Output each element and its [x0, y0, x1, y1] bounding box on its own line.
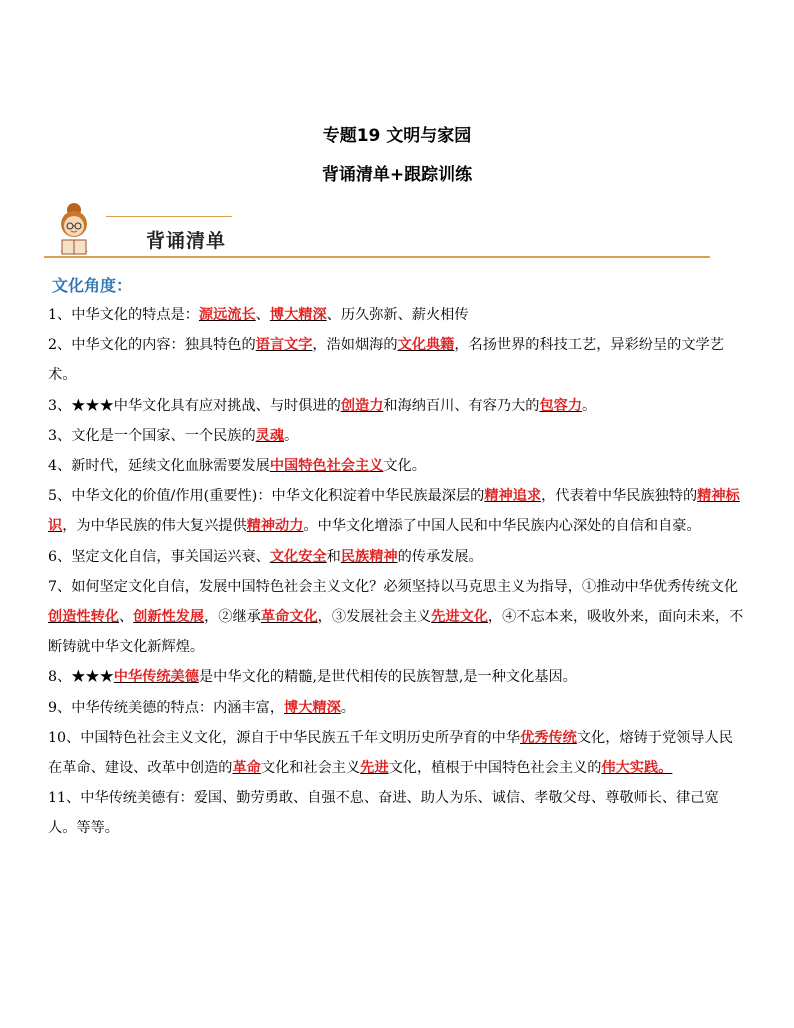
list-item [48, 662, 746, 692]
page-title: 专题19 文明与家园 [322, 126, 472, 146]
item-text: 文化，熔铸于党领导人民在革命、建设、改革中创造的 [48, 729, 733, 777]
item-text: 文化，植根于中国特色社会主义的 [388, 760, 602, 777]
item-text: 7、如何坚定文化自信，发展中国特色社会主义文化？必须坚持以马克思主义为指导，①推动中华优秀传统文化 [48, 578, 739, 595]
key-term: 创造力 [340, 397, 384, 414]
key-term: 创新性发展 [133, 609, 205, 626]
item-text: 3、 [48, 397, 72, 414]
item-text: ，②继承 [204, 609, 261, 626]
item-text: 文化。 [383, 458, 426, 475]
key-term: 革命文化 [260, 609, 318, 626]
item-text: 5、中华文化的价值/作用(重要性)：中华文化积淀着中华民族最深层的 [48, 488, 485, 505]
key-term: 先进文化 [431, 609, 488, 626]
key-term: 语言文字 [255, 337, 313, 354]
item-text: 。 [582, 397, 597, 414]
list-item [48, 451, 746, 481]
item-text: 3、文化是一个国家、一个民族的 [48, 427, 256, 444]
item-text: 11、中华传统美德有：爱国、勤劳勇敢、自强不息、奋进、助人为乐、诚信、孝敬父母、尊敬师长、律己宽人。等等。 [48, 790, 719, 837]
item-text: ，名扬世界的科技工艺，异彩纷呈的文学艺术。 [48, 337, 724, 384]
importance-stars: ★★★ [71, 397, 114, 414]
section-banner [44, 200, 710, 262]
banner-label: 背诵清单 [146, 230, 227, 252]
item-text: 10、中国特色社会主义文化，源自于中华民族五千年文明历史所孕育的中华 [48, 729, 521, 746]
item-text: 。 [284, 427, 299, 444]
key-term: 精神追求 [484, 488, 542, 505]
list-item [48, 421, 746, 451]
key-term: 博大精深 [269, 307, 327, 323]
key-term: 中华传统美德 [113, 669, 199, 686]
key-term: 精神标识 [48, 488, 740, 535]
list-item [48, 693, 746, 723]
item-text: ，③发展社会主义 [317, 609, 432, 626]
item-text: 8、 [48, 669, 72, 686]
list-item [48, 481, 746, 541]
item-text: 4、新时代，延续文化血脉需要发展 [48, 458, 270, 475]
item-text: 文化和社会主义 [260, 760, 361, 777]
item-text: 。中华文化增添了中国人民和中华民族内心深处的自信和自豪。 [303, 518, 701, 535]
list-item [48, 783, 746, 843]
item-text: ，为中华民族的伟大复兴提供 [62, 518, 247, 535]
item-text: ，代表着中华民族独特的 [541, 488, 698, 505]
item-text: 中华文化具有应对挑战、与时俱进的 [113, 397, 341, 414]
key-term: 革命 [232, 760, 261, 777]
item-text: 。 [340, 699, 355, 716]
item-text: 、 [118, 609, 134, 626]
item-text: 和海纳百川、有容乃大的 [383, 397, 540, 414]
list-item [48, 723, 746, 783]
list-item [48, 572, 746, 663]
banner-divider [44, 256, 710, 258]
list-item [48, 542, 746, 572]
banner-top-line [106, 216, 232, 217]
item-text: 、 [255, 307, 270, 323]
item-text: 2、中华文化的内容：独具特色的 [48, 337, 256, 354]
key-term: 创造性转化 [48, 609, 119, 626]
item-text: 和 [326, 548, 341, 565]
key-term: 精神动力 [246, 518, 304, 535]
item-text: 的传承发展。 [397, 548, 483, 565]
key-term: 文化安全 [269, 548, 327, 565]
key-term: 包容力 [539, 397, 583, 414]
page-subtitle: 背诵清单+跟踪训练 [321, 165, 473, 185]
key-term: 灵魂 [255, 427, 285, 444]
reading-girl-icon [44, 200, 104, 258]
key-term: 中国特色社会主义 [269, 458, 384, 475]
item-text: 1、中华文化的特点是： [48, 307, 199, 323]
key-term: 先进 [360, 760, 389, 777]
recitation-list [48, 300, 746, 844]
list-item [48, 300, 746, 330]
item-text: 6、坚定文化自信，事关国运兴衰、 [48, 548, 270, 565]
list-item [48, 330, 746, 390]
key-term: 文化典籍 [397, 337, 455, 354]
item-text: ，浩如烟海的 [312, 337, 398, 354]
item-text: 9、中华传统美德的特点：内涵丰富， [48, 699, 285, 716]
list-item [48, 391, 746, 421]
key-term: 优秀传统 [520, 729, 577, 746]
section-heading: 文化角度： [52, 276, 133, 295]
item-text: 是中华文化的精髓,是世代相传的民族智慧,是一种文化基因。 [198, 669, 577, 686]
key-term: 博大精深 [284, 699, 341, 716]
importance-stars: ★★★ [71, 669, 114, 686]
key-term: 民族精神 [340, 548, 398, 565]
key-term: 源远流长 [198, 307, 256, 323]
key-term: 伟大实践。 [601, 760, 673, 777]
item-text: 、历久弥新、薪火相传 [326, 307, 469, 323]
item-text: ，④不忘本来，吸收外来，面向未来，不断铸就中华文化新辉煌。 [48, 609, 744, 656]
